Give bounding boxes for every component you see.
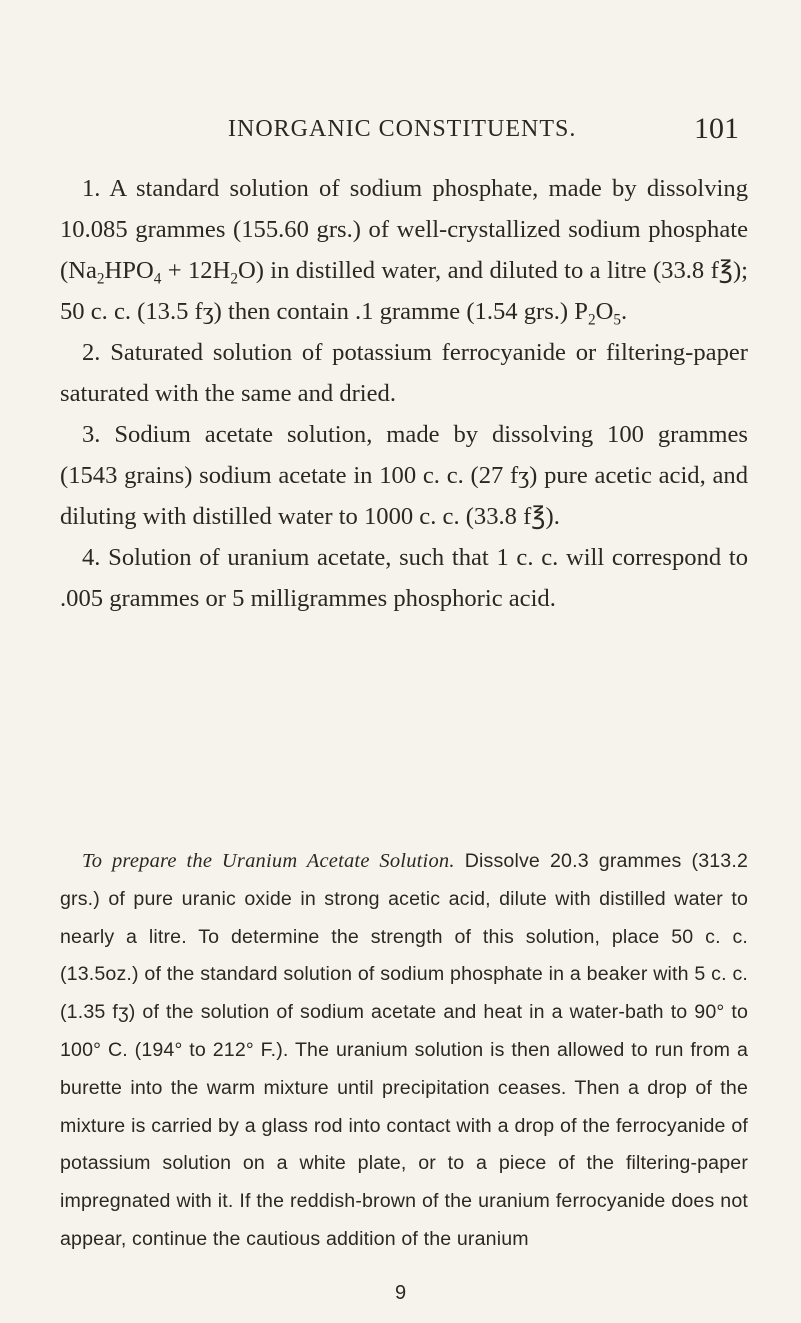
paragraph-1 — [60, 168, 748, 332]
text-run: . — [620, 298, 628, 325]
running-head — [0, 112, 801, 152]
text-run: + 12H — [161, 257, 231, 284]
running-title: INORGANIC CONSTITUENTS. — [228, 116, 577, 142]
section-text: Dissolve 20.3 grammes (313.2 grs.) of pure uranic oxide in strong acetic acid, dilute with distilled water to nearly a litre. To determine the strength of this solution, place 50 c. c. (13.5oz.) of the standard solution of sodium phosphate in a beaker with 5 c. c. (1.35 fʒ) of the solution of sodium acetate and heat in a water-bath to 90° to 100° C. (194° to 212° F.). The uranium solution is then allowed to run from a burette into the warm mixture until precipitation ceases. Then a drop of the mixture is carried by a glass rod into contact with a drop of the ferrocyanide of potassium solution on a white plate, or to a piece of the filtering-paper impregnated with it. If the reddish-brown of the uranium ferrocyanide does not appear, continue the cautious addition of the uranium — [60, 850, 748, 1250]
page-number: 101 — [694, 112, 739, 145]
section-heading: To prepare the Uranium Acetate Solution. — [82, 850, 455, 872]
small-print-section — [60, 843, 748, 1259]
paragraph-2 — [60, 332, 748, 414]
subscript: 2 — [96, 270, 105, 288]
paragraph-4 — [60, 537, 748, 619]
main-text — [60, 168, 748, 619]
text-run: O — [595, 298, 614, 325]
small-print-paragraph — [60, 843, 748, 1259]
text-run: O) in distilled water, and diluted to a litre (33.8 f℥); 50 c. c. (13.5 fʒ) then contain .1 gramme (1.54 grs.) P — [60, 257, 748, 325]
subscript: 2 — [230, 270, 238, 288]
text-run: 2. Saturated solution of potassium ferrocyanide or filtering-paper saturated with the same and dried. — [60, 339, 748, 407]
text-run: 1. A standard solution of sodium phosphate, made by dissolving 10.085 grammes (155.60 grs.) of well-crystallized sodium phosphate (Na — [60, 175, 748, 284]
signature-mark: 9 — [394, 1282, 407, 1304]
subscript: 5 — [613, 311, 621, 329]
text-run: 3. Sodium acetate solution, made by dissolving 100 grammes (1543 grains) sodium acetate in 100 c. c. (27 fʒ) pure acetic acid, and diluting with distilled water to 1000 c. c. (33.8 f℥). — [60, 421, 748, 530]
subscript: 4 — [153, 270, 162, 288]
subscript: 2 — [587, 311, 596, 329]
text-run: HPO — [104, 257, 154, 284]
text-run: 4. Solution of uranium acetate, such that 1 c. c. will correspond to .005 grammes or 5 milligrammes phosphoric acid. — [60, 544, 748, 612]
paragraph-3 — [60, 414, 748, 537]
